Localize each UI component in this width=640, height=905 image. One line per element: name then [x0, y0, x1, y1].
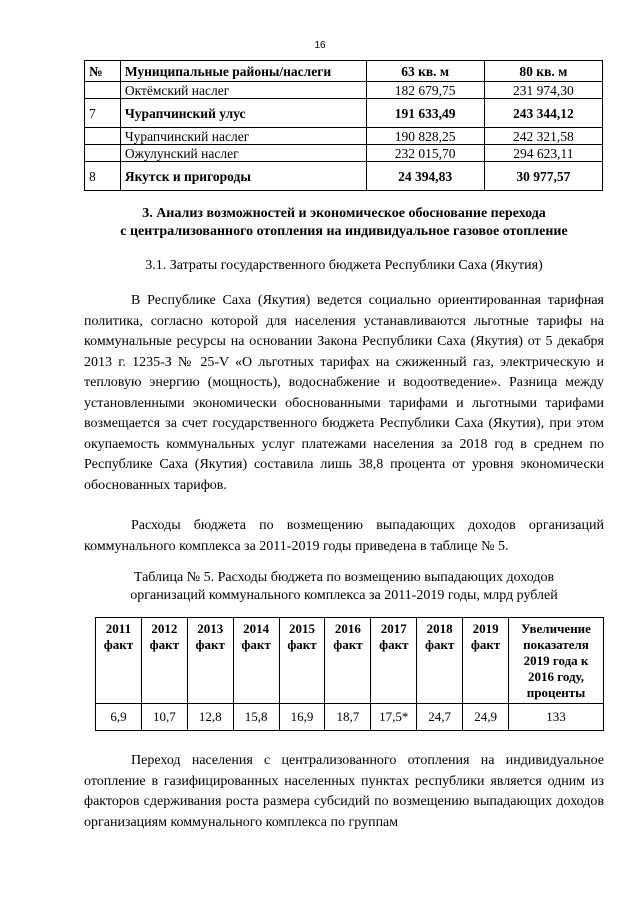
table-cell: 10,7 [141, 704, 187, 731]
table-caption-line-1: Таблица № 5. Расходы бюджета по возмещению выпадающих доходов [133, 570, 555, 585]
header-year: 2018 [426, 621, 453, 636]
header-note: факт [195, 637, 225, 652]
row-name: Чурапчинский наслег [120, 128, 366, 145]
column-header-number: № [85, 61, 121, 82]
column-header-year [325, 618, 371, 704]
table-cell: 17,5* [371, 704, 417, 731]
row-number [85, 128, 121, 145]
column-header-year [417, 618, 463, 704]
section-title-line-2: с централизованного отопления на индивидуальное газовое отопление [120, 224, 568, 239]
column-header-increase: Увеличение показателя 2019 года к 2016 году, проценты [509, 618, 604, 704]
header-note: факт [287, 637, 317, 652]
table-cell: 133 [509, 704, 604, 731]
header-note: факт [424, 637, 455, 652]
paragraph-transition: Переход населения с централизованного отопления на индивидуальное отопление в газифицированных населенных пунктах республики является одним из факторов сдерживания роста размера субсидий по возмещению выпадающих доходов организациям коммунального комплекса по группам [84, 753, 604, 830]
row-value-63: 190 828,25 [366, 128, 484, 145]
header-year: 2015 [289, 621, 315, 636]
row-value-80: 243 344,12 [484, 99, 602, 128]
header-year: 2013 [197, 621, 224, 636]
table-caption-line-2: организаций коммунального комплекса за 2011-2019 годы, млрд рублей [130, 588, 558, 603]
row-name: Якутск и пригороды [120, 162, 366, 191]
row-number [85, 145, 121, 162]
header-note: факт [241, 637, 271, 652]
header-note: факт [333, 637, 363, 652]
table-cell: 18,7 [325, 704, 371, 731]
column-header-districts: Муниципальные районы/наслеги [120, 61, 366, 82]
header-year: 2012 [151, 621, 178, 636]
row-name: Ожулунский наслег [120, 145, 366, 162]
row-number: 7 [85, 99, 121, 128]
table-cell: 12,8 [187, 704, 233, 731]
header-note: факт [103, 637, 134, 652]
table-cell: 6,9 [96, 704, 142, 731]
header-year: 2017 [380, 621, 407, 636]
header-note: факт [379, 637, 409, 652]
column-header-year [371, 618, 417, 704]
table-row [96, 704, 604, 731]
table-header-row [96, 618, 604, 704]
row-name: Октёмский наслег [120, 82, 366, 99]
table-row [85, 99, 603, 128]
table-row [85, 162, 603, 191]
row-value-80: 231 974,30 [484, 82, 602, 99]
table-header-row [85, 61, 603, 82]
column-header-year [463, 618, 509, 704]
paragraph-tariff-policy: В Республике Саха (Якутия) ведется социально ориентированная тарифная политика, согласно которой для населения устанавливаются льготные тарифы на коммунальные ресурсы на основании Закона Республики Саха (Якутия) от 5 декабря 2013 г. 1235-З № 25-V «О льготных тарифах на сжиженный газ, электрическую и тепловую энергию (мощность), водоснабжение и водоотведение». Разница между установленными экономически обоснованными тарифами и льготными тарифами возмещается за счет государственного бюджета Республики Саха (Якутия), при этом окупаемость коммунальных услуг платежами населения за 2018 год в среднем по Республике Саха (Якутия) составила лишь 38,8 процента от уровня экономически обоснованных тарифов. [84, 293, 604, 493]
table-caption [84, 569, 604, 605]
row-value-80: 30 977,57 [484, 162, 602, 191]
column-header-year [96, 618, 142, 704]
table-row [85, 145, 603, 162]
budget-expenses-table [95, 617, 604, 731]
districts-table [84, 60, 603, 191]
header-note: факт [149, 637, 180, 652]
row-name: Чурапчинский улус [120, 99, 366, 128]
header-year: 2016 [334, 621, 361, 636]
row-value-80: 294 623,11 [484, 145, 602, 162]
row-value-80: 242 321,58 [484, 128, 602, 145]
row-value-63: 191 633,49 [366, 99, 484, 128]
table-cell: 16,9 [279, 704, 325, 731]
page-number: 16 [314, 40, 326, 51]
table-cell: 24,7 [417, 704, 463, 731]
row-value-63: 24 394,83 [366, 162, 484, 191]
subsection-title: 3.1. Затраты государственного бюджета Республики Саха (Якутия) [145, 258, 543, 273]
table-cell: 15,8 [233, 704, 279, 731]
section-title-line-1: 3. Анализ возможностей и экономическое обоснование перехода [142, 206, 546, 221]
header-year: 2014 [243, 621, 270, 636]
table-row [85, 128, 603, 145]
row-value-63: 182 679,75 [366, 82, 484, 99]
header-note: факт [470, 637, 501, 652]
column-header-year [141, 618, 187, 704]
row-value-63: 232 015,70 [366, 145, 484, 162]
row-number: 8 [85, 162, 121, 191]
row-number [85, 82, 121, 99]
paragraph-budget-expenses: Расходы бюджета по возмещению выпадающих доходов организаций коммунального комплекса за 2011-2019 годы приведена в таблице № 5. [84, 518, 604, 554]
section-title [84, 205, 604, 241]
column-header-year [233, 618, 279, 704]
column-header-year [279, 618, 325, 704]
column-header-80: 80 кв. м [484, 61, 602, 82]
column-header-year [187, 618, 233, 704]
column-header-63: 63 кв. м [366, 61, 484, 82]
table-row [85, 82, 603, 99]
table-cell: 24,9 [463, 704, 509, 731]
header-year: 2019 [472, 621, 499, 636]
header-year: 2011 [105, 621, 132, 636]
